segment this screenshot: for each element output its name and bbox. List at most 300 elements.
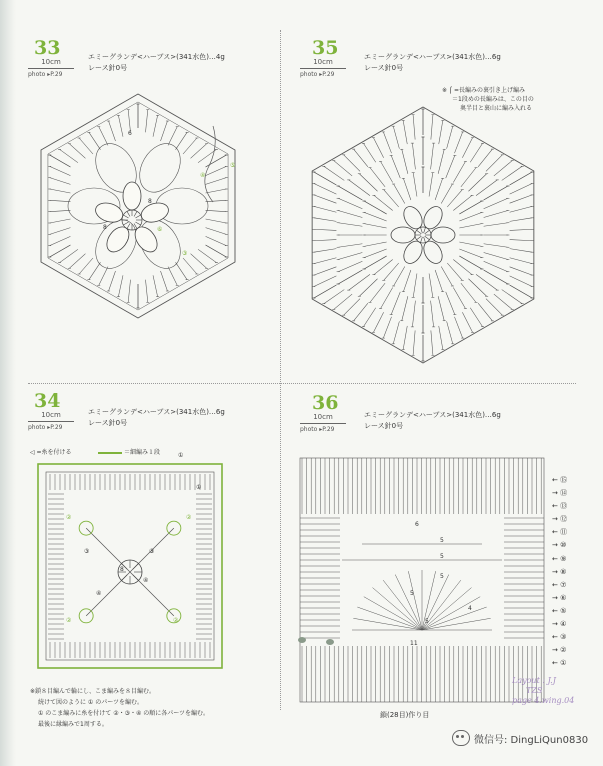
credit-line-2: TZS bbox=[526, 686, 543, 695]
stitch-mark bbox=[198, 249, 216, 262]
p36-row-number: → ⑭ bbox=[552, 489, 568, 498]
pattern-34-number: 34 bbox=[34, 390, 61, 412]
stitch-mark bbox=[510, 267, 533, 275]
photo-ref: photo ▸P.29 bbox=[28, 71, 63, 78]
pattern-33-scale bbox=[28, 58, 74, 78]
p36-inner-row-4: 4 bbox=[468, 605, 472, 612]
stitch-mark bbox=[446, 292, 455, 315]
stitch-mark bbox=[462, 138, 472, 158]
stitch-mark bbox=[459, 212, 482, 221]
stitch-mark bbox=[413, 274, 417, 298]
vertical-divider bbox=[280, 30, 281, 710]
stitch-mark bbox=[183, 258, 197, 274]
wechat-watermark bbox=[452, 727, 600, 749]
stitch-mark bbox=[191, 144, 207, 159]
p34-label-1b: ① bbox=[196, 484, 202, 491]
stitch-mark bbox=[206, 178, 227, 185]
fan-stitch bbox=[373, 588, 422, 630]
p36-row-number: → ② bbox=[552, 646, 567, 655]
stitch-mark bbox=[123, 215, 128, 218]
stitch-mark bbox=[431, 143, 434, 169]
stitch-mark bbox=[417, 230, 422, 234]
p34-label-2a: ② bbox=[66, 514, 72, 521]
stitch-mark bbox=[468, 174, 486, 192]
stitch-mark bbox=[478, 149, 492, 167]
pattern-36-square-chart bbox=[292, 448, 582, 708]
scale-bar bbox=[300, 423, 346, 424]
pattern-33-info bbox=[88, 52, 225, 74]
stitch-mark bbox=[50, 219, 71, 223]
stitch-mark bbox=[391, 292, 400, 315]
stitch-mark bbox=[50, 236, 71, 245]
stitch-mark bbox=[334, 294, 352, 309]
stitch-mark bbox=[381, 162, 393, 183]
stitch-mark bbox=[484, 244, 508, 248]
yarn-spec: エミーグランデ<ハーブス>(341水色)…6g bbox=[364, 53, 501, 61]
legend-single-row: ＝細編み１段 bbox=[124, 449, 161, 456]
stitch-mark bbox=[510, 249, 533, 253]
stitch-mark bbox=[510, 172, 533, 185]
stitch-mark bbox=[403, 270, 411, 292]
stitch-mark bbox=[478, 303, 492, 321]
flower-petal bbox=[102, 223, 133, 256]
stitch-mark bbox=[373, 312, 383, 332]
pattern-34-square-chart bbox=[36, 462, 228, 674]
legend-line-2: ＝1段めの長編みは、この目の bbox=[452, 96, 534, 103]
hook-spec: レース針0号 bbox=[364, 64, 404, 72]
p33-label-5: ⑤ bbox=[230, 162, 236, 169]
stitch-mark bbox=[447, 190, 462, 207]
stitch-mark bbox=[412, 301, 415, 327]
stitch-mark bbox=[476, 180, 497, 196]
stitch-mark bbox=[206, 236, 227, 245]
pattern-34-scale bbox=[28, 411, 74, 431]
p36-row-number: ← ⑨ bbox=[552, 554, 567, 563]
stitch-mark bbox=[373, 138, 383, 158]
stitch-mark bbox=[349, 274, 370, 290]
stitch-mark bbox=[127, 223, 130, 228]
stitch-mark bbox=[461, 283, 476, 302]
stitch-mark bbox=[403, 120, 407, 144]
stitch-mark bbox=[510, 258, 533, 264]
p33-label-6: 6 bbox=[128, 130, 132, 137]
stitch-mark bbox=[383, 317, 391, 338]
note-2: 続けて図のように ① のパーツを編む。 bbox=[38, 699, 143, 706]
stitch-mark bbox=[50, 166, 71, 175]
stitch-mark bbox=[191, 254, 207, 269]
stitch-mark bbox=[438, 296, 444, 321]
stitch-mark bbox=[470, 143, 482, 162]
p33-label-3: ③ bbox=[182, 250, 188, 257]
stitch-mark bbox=[338, 244, 362, 248]
stitch-mark bbox=[127, 211, 130, 216]
p34-label-2b: ② bbox=[186, 514, 192, 521]
p33-label-8a: 8 bbox=[148, 198, 152, 205]
stitch-mark bbox=[484, 198, 508, 209]
stitch-mark bbox=[206, 200, 227, 201]
stitch-mark bbox=[314, 258, 337, 264]
stitch-mark bbox=[118, 275, 123, 296]
stitch-mark bbox=[314, 172, 337, 185]
flower-petal bbox=[93, 200, 125, 226]
stitch-mark bbox=[69, 144, 85, 159]
stitch-mark bbox=[484, 223, 508, 227]
flower-petal bbox=[400, 203, 426, 232]
stitch-mark bbox=[510, 195, 533, 203]
stitch-mark bbox=[198, 149, 216, 162]
stitch-mark bbox=[79, 258, 93, 274]
stitch-mark bbox=[206, 245, 227, 257]
stitch-mark bbox=[168, 267, 177, 286]
photo-ref: photo ▸P.29 bbox=[300, 426, 335, 433]
p34-label-4b: ④ bbox=[96, 590, 102, 597]
stitch-mark bbox=[206, 210, 227, 211]
stitch-mark bbox=[438, 149, 444, 174]
stitch-mark bbox=[510, 229, 533, 230]
scale-label: 10cm bbox=[313, 58, 333, 66]
stitch-mark bbox=[338, 198, 362, 209]
stitch-mark bbox=[393, 126, 399, 148]
legend-cut-thread: ◁ =糸を付ける bbox=[30, 449, 72, 456]
stitch-mark bbox=[435, 178, 443, 200]
stitch-mark bbox=[314, 285, 337, 298]
stitch-mark bbox=[89, 132, 101, 149]
flower-petal bbox=[400, 238, 426, 267]
stitch-mark bbox=[447, 126, 453, 148]
stitch-mark bbox=[510, 285, 533, 298]
p33-label-4: ④ bbox=[200, 172, 206, 179]
p36-inner-row-5e: 5 bbox=[410, 590, 414, 597]
stitch-mark bbox=[391, 155, 400, 178]
stitch-mark bbox=[314, 183, 337, 194]
stitch-mark bbox=[431, 330, 433, 355]
scale-label: 10cm bbox=[313, 413, 333, 421]
stitch-mark bbox=[421, 237, 423, 243]
stitch-mark bbox=[206, 166, 227, 175]
p36-inner-row-5c: 5 bbox=[440, 573, 444, 580]
stitch-mark bbox=[89, 262, 101, 279]
p36-row-number: ← ① bbox=[552, 659, 567, 668]
stitch-mark bbox=[424, 227, 426, 233]
stitch-mark bbox=[168, 127, 177, 146]
p36-row-number-column bbox=[552, 474, 576, 670]
stitch-mark bbox=[50, 228, 71, 235]
stitch-mark bbox=[50, 155, 71, 167]
stitch-mark bbox=[50, 210, 71, 211]
stitch-mark bbox=[431, 301, 434, 327]
p36-inner-row-5d: 5 bbox=[425, 618, 429, 625]
p36-row-number: ← ⑪ bbox=[552, 528, 568, 537]
stitch-mark bbox=[384, 190, 399, 207]
stitch-mark bbox=[79, 138, 93, 154]
stitch-mark bbox=[453, 162, 465, 183]
page-gutter-shadow bbox=[0, 0, 16, 766]
stitch-mark bbox=[153, 115, 158, 136]
stitch-mark bbox=[364, 212, 387, 221]
stitch-mark bbox=[176, 262, 188, 279]
stitch-mark bbox=[459, 224, 482, 228]
stitch-mark bbox=[453, 288, 465, 309]
stitch-mark bbox=[99, 267, 108, 286]
stitch-mark bbox=[324, 290, 344, 304]
p34-label-8: 8 bbox=[120, 566, 124, 573]
stitch-mark bbox=[424, 237, 426, 243]
stitch-mark bbox=[459, 242, 482, 246]
credit-line-3: page 4.wing.04 bbox=[512, 696, 575, 705]
stitch-mark bbox=[393, 321, 399, 343]
stitch-mark bbox=[206, 155, 227, 167]
p36-inner-row-11: 11 bbox=[410, 640, 418, 647]
stitch-mark bbox=[135, 215, 140, 218]
pattern-36-info bbox=[364, 410, 501, 432]
flower-petal bbox=[420, 238, 446, 267]
p34-label-1a: ① bbox=[178, 452, 184, 459]
stitch-mark bbox=[359, 279, 377, 297]
stitch-mark bbox=[59, 249, 77, 262]
stitch-mark bbox=[354, 149, 368, 167]
stitch-mark bbox=[183, 138, 197, 154]
stitch-mark bbox=[334, 161, 352, 176]
stitch-mark bbox=[370, 168, 385, 187]
stitch-mark bbox=[425, 236, 430, 240]
stitch-mark bbox=[99, 127, 108, 146]
photo-ref: photo ▸P.29 bbox=[28, 424, 63, 431]
stitch-mark bbox=[314, 276, 337, 287]
p36-row-number: → ⑧ bbox=[552, 567, 567, 576]
stitch-mark bbox=[394, 184, 405, 204]
p36-row-number: ← ⑦ bbox=[552, 580, 567, 589]
thread-blob bbox=[298, 637, 306, 643]
motif-ring bbox=[79, 609, 93, 623]
stitch-mark bbox=[314, 195, 337, 203]
note-4: 最後に縁編みで1周する。 bbox=[38, 721, 108, 728]
pattern-34-notes bbox=[30, 686, 209, 730]
flower-petal bbox=[391, 227, 415, 243]
p36-row-number: → ⑫ bbox=[552, 515, 568, 524]
stitch-mark bbox=[176, 132, 188, 149]
note-3: ① のこま編みに糸を付けて ②・③・④ の順に各パーツを編む。 bbox=[38, 710, 209, 717]
stitch-mark bbox=[314, 240, 337, 241]
stitch-mark bbox=[123, 222, 128, 225]
stitch-mark bbox=[484, 261, 508, 272]
stitch-mark bbox=[206, 219, 227, 223]
stitch-mark bbox=[338, 270, 362, 284]
stitch-mark bbox=[135, 222, 140, 225]
fan-stitch bbox=[422, 588, 471, 630]
stitch-mark bbox=[510, 183, 533, 194]
flower-petal bbox=[431, 227, 455, 243]
watermark-text: 微信号: DingLiQun0830 bbox=[474, 734, 589, 746]
p36-row-number: ← ⑮ bbox=[552, 476, 568, 484]
legend-line-1: ※ ⌠ =長編みの裏引き上げ編み bbox=[442, 87, 525, 94]
stitch-mark bbox=[441, 184, 452, 204]
scale-bar bbox=[28, 68, 74, 69]
stitch-mark bbox=[128, 280, 130, 303]
stitch-mark bbox=[349, 180, 370, 196]
p36-inner-row-6: 6 bbox=[415, 521, 419, 528]
stitch-mark bbox=[384, 263, 399, 280]
stitch-mark bbox=[354, 303, 368, 321]
pattern-33-hexagon-chart bbox=[20, 88, 260, 328]
stitch-mark bbox=[447, 321, 453, 343]
flower-petal bbox=[123, 182, 141, 210]
stitch-mark bbox=[324, 166, 344, 180]
stitch-mark bbox=[338, 253, 362, 260]
stitch-mark bbox=[314, 206, 337, 212]
motif-ring bbox=[167, 521, 181, 535]
stitch-mark bbox=[502, 290, 522, 304]
stitch-mark bbox=[459, 249, 482, 258]
p36-inner-row-5b: 5 bbox=[440, 553, 444, 560]
scale-label: 10cm bbox=[41, 411, 61, 419]
scale-label: 10cm bbox=[41, 58, 61, 66]
stitch-mark bbox=[314, 267, 337, 275]
horizontal-divider bbox=[28, 383, 576, 384]
stitch-mark bbox=[146, 110, 148, 133]
stitch-mark bbox=[494, 161, 512, 176]
flower-petal bbox=[139, 200, 171, 226]
stitch-mark bbox=[425, 230, 430, 234]
pattern-35-scale bbox=[300, 58, 346, 78]
hook-spec: レース針0号 bbox=[364, 422, 404, 430]
pattern-36-number: 36 bbox=[312, 392, 339, 414]
stitch-mark bbox=[421, 227, 423, 233]
stitch-mark bbox=[153, 275, 158, 296]
yarn-spec: エミーグランデ<ハーブス>(341水色)…6g bbox=[88, 408, 225, 416]
stitch-mark bbox=[435, 270, 443, 292]
p34-label-2c: ② bbox=[66, 617, 72, 624]
stitch-mark bbox=[462, 312, 472, 332]
stitch-mark bbox=[338, 261, 362, 272]
stitch-mark bbox=[161, 121, 168, 141]
stitch-mark bbox=[206, 228, 227, 235]
pattern-36-scale bbox=[300, 413, 346, 433]
stitch-mark bbox=[338, 223, 362, 227]
stitch-mark bbox=[383, 132, 391, 153]
stitch-mark bbox=[454, 132, 462, 153]
wechat-icon bbox=[452, 730, 470, 746]
stitch-mark bbox=[338, 211, 362, 218]
stitch-mark bbox=[439, 120, 443, 144]
stitch-mark bbox=[494, 294, 512, 309]
stitch-mark bbox=[109, 121, 116, 141]
note-1: ※鎖８目編んで輪にし、こま編みを８目編む。 bbox=[30, 688, 156, 695]
stitch-mark bbox=[161, 271, 168, 291]
p36-inner-row-5a: 5 bbox=[440, 537, 444, 544]
stitch-mark bbox=[128, 110, 130, 133]
yarn-spec: エミーグランデ<ハーブス>(341水色)…6g bbox=[364, 411, 501, 419]
p33-label-8b: 8 bbox=[103, 224, 107, 231]
p36-row-number: → ④ bbox=[552, 620, 567, 629]
stitch-mark bbox=[447, 263, 462, 280]
photo-ref: photo ▸P.29 bbox=[300, 71, 335, 78]
stitch-mark bbox=[431, 115, 433, 140]
stitch-mark bbox=[403, 326, 407, 350]
pattern-35-number: 35 bbox=[312, 37, 339, 59]
stitch-mark bbox=[412, 143, 415, 169]
stitch-mark bbox=[122, 575, 128, 581]
stitch-mark bbox=[413, 173, 417, 197]
pattern-35-info bbox=[364, 52, 501, 74]
stitch-mark bbox=[510, 206, 533, 212]
stitch-mark bbox=[413, 330, 415, 355]
stitch-mark bbox=[133, 575, 139, 581]
stitch-mark bbox=[381, 288, 393, 309]
stitch-mark bbox=[69, 254, 85, 269]
stitch-mark bbox=[50, 189, 71, 193]
scale-bar bbox=[28, 421, 74, 422]
stitch-mark bbox=[314, 249, 337, 253]
stitch-mark bbox=[364, 242, 387, 246]
stitch-mark bbox=[402, 149, 408, 174]
p36-row-number: ← ③ bbox=[552, 633, 567, 642]
p36-row-number: → ⑩ bbox=[552, 541, 567, 550]
stitch-mark bbox=[417, 236, 422, 240]
stitch-mark bbox=[50, 245, 71, 257]
stitch-mark bbox=[484, 186, 508, 200]
p36-row-number: → ⑥ bbox=[552, 593, 567, 602]
legend-line-3: 奥半目と裏山に編み入れる bbox=[460, 105, 533, 112]
stitch-mark bbox=[484, 211, 508, 218]
stitch-mark bbox=[476, 274, 497, 290]
stitch-mark bbox=[403, 178, 411, 200]
layout-credit bbox=[512, 676, 574, 706]
stitch-mark bbox=[429, 173, 433, 197]
stitch-mark bbox=[468, 279, 486, 297]
stitch-mark bbox=[118, 115, 123, 136]
credit-line-1: Layout : J.J bbox=[512, 676, 556, 685]
p36-row-number: ← ⑤ bbox=[552, 606, 567, 615]
p34-label-4a: ④ bbox=[143, 577, 149, 584]
stitch-mark bbox=[134, 211, 137, 216]
stitch-mark bbox=[314, 218, 337, 222]
stitch-mark bbox=[439, 326, 443, 350]
pattern-35-hexagon-chart bbox=[298, 100, 548, 370]
pattern-34-info bbox=[88, 407, 225, 429]
hook-spec: レース針0号 bbox=[88, 64, 128, 72]
motif-ring bbox=[79, 521, 93, 535]
stitch-mark bbox=[363, 143, 375, 162]
stitch-mark bbox=[363, 308, 375, 327]
hook-spec: レース針0号 bbox=[88, 419, 128, 427]
stitch-mark bbox=[364, 224, 387, 228]
stitch-mark bbox=[402, 296, 408, 321]
stitch-mark bbox=[502, 166, 522, 180]
yarn-spec: エミーグランデ<ハーブス>(341水色)…4g bbox=[88, 53, 225, 61]
flower-petal bbox=[420, 203, 446, 232]
p33-label-6b: ⑥ bbox=[157, 226, 163, 233]
stitch-mark bbox=[338, 186, 362, 200]
stitch-mark bbox=[486, 299, 502, 316]
stitch-mark bbox=[461, 168, 476, 187]
stitch-mark bbox=[394, 267, 405, 287]
legend-row-swatch bbox=[98, 452, 122, 454]
stitch-mark bbox=[486, 155, 502, 172]
stitch-mark bbox=[510, 276, 533, 287]
stitch-mark bbox=[446, 155, 455, 178]
p34-label-3b: ③ bbox=[149, 548, 155, 555]
stitch-mark bbox=[109, 271, 116, 291]
scale-bar bbox=[300, 68, 346, 69]
p34-label-3a: ③ bbox=[84, 548, 90, 555]
stitch-mark bbox=[470, 308, 482, 327]
stitch-mark bbox=[454, 317, 462, 338]
stitch-mark bbox=[364, 249, 387, 258]
stitch-mark bbox=[484, 253, 508, 260]
thread-blob bbox=[326, 639, 334, 645]
p36-row-number: ← ⑬ bbox=[552, 502, 568, 511]
stitch-mark bbox=[510, 240, 533, 241]
